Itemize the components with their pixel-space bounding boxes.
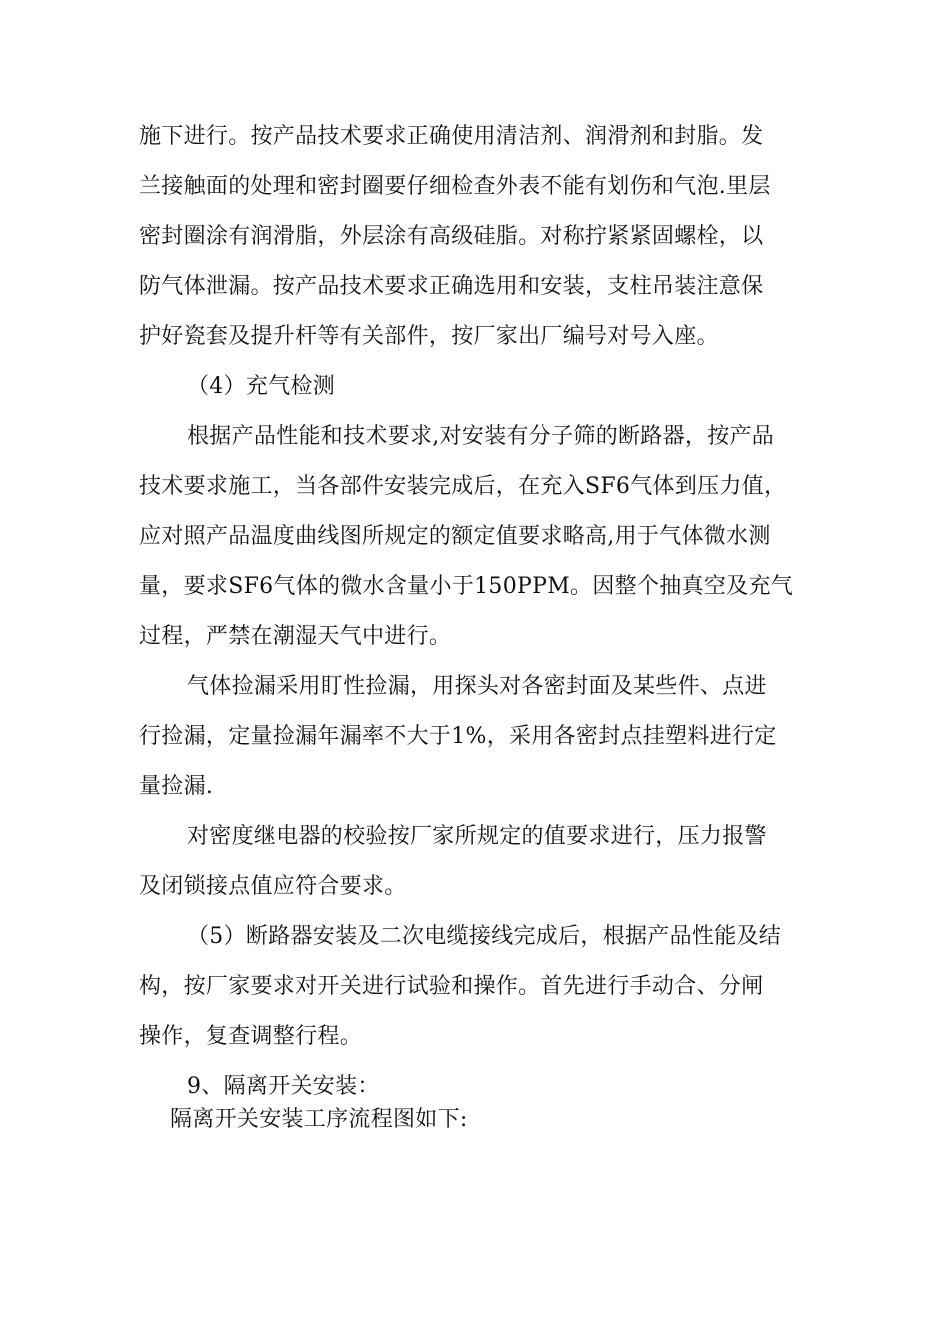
text-line: 护好瓷套及提升杆等有关部件，按厂家出厂编号对号入座。 [139,324,719,349]
text-line: 气体捡漏采用盯性捡漏，用探头对各密封面及某些件、点进 [187,674,767,699]
text-line: 行捡漏，定量捡漏年漏率不大于1%，采用各密封点挂塑料进行定 [139,724,777,749]
text-line: 技术要求施工，当各部件安装完成后，在充入SF6气体到压力值， [139,474,787,499]
text-line: 及闭锁接点值应符合要求。 [139,874,407,899]
text-line: （5）断路器安装及二次电缆接线完成后，根据产品性能及结 [187,924,782,949]
section-heading: （4）充气检测 [187,374,336,399]
text-line: 根据产品性能和技术要求,对安装有分子筛的断路器，按产品 [187,424,775,449]
text-line: 应对照产品温度曲线图所规定的额定值要求略高,用于气体微水测 [139,524,771,549]
text-line: 过程，严禁在潮湿天气中进行。 [139,624,452,649]
text-line: 密封圈涂有润滑脂，外层涂有高级硅脂。对称拧紧紧固螺栓，以 [139,224,764,249]
text-line: 构，按厂家要求对开关进行试验和操作。首先进行手动合、分闸 [139,974,764,999]
text-line: 对密度继电器的校验按厂家所规定的值要求进行，压力报警 [187,824,767,849]
text-line: 兰接触面的处理和密封圈要仔细检查外表不能有划伤和气泡.里层 [139,174,771,199]
text-line: 隔离开关安装工序流程图如下: [170,1107,468,1132]
text-line: 操作，复查调整行程。 [139,1024,363,1049]
section-heading: 9、隔离开关安装： [187,1074,380,1099]
text-line: 量，要求SF6气体的微水含量小于150PPM。因整个抽真空及充气 [139,574,794,599]
text-line: 防气体泄漏。按产品技术要求正确选用和安装，支柱吊装注意保 [139,274,764,299]
text-line: 施下进行。按产品技术要求正确使用清洁剂、润滑剂和封脂。发 [139,124,764,149]
text-line: 量捡漏. [139,774,214,799]
